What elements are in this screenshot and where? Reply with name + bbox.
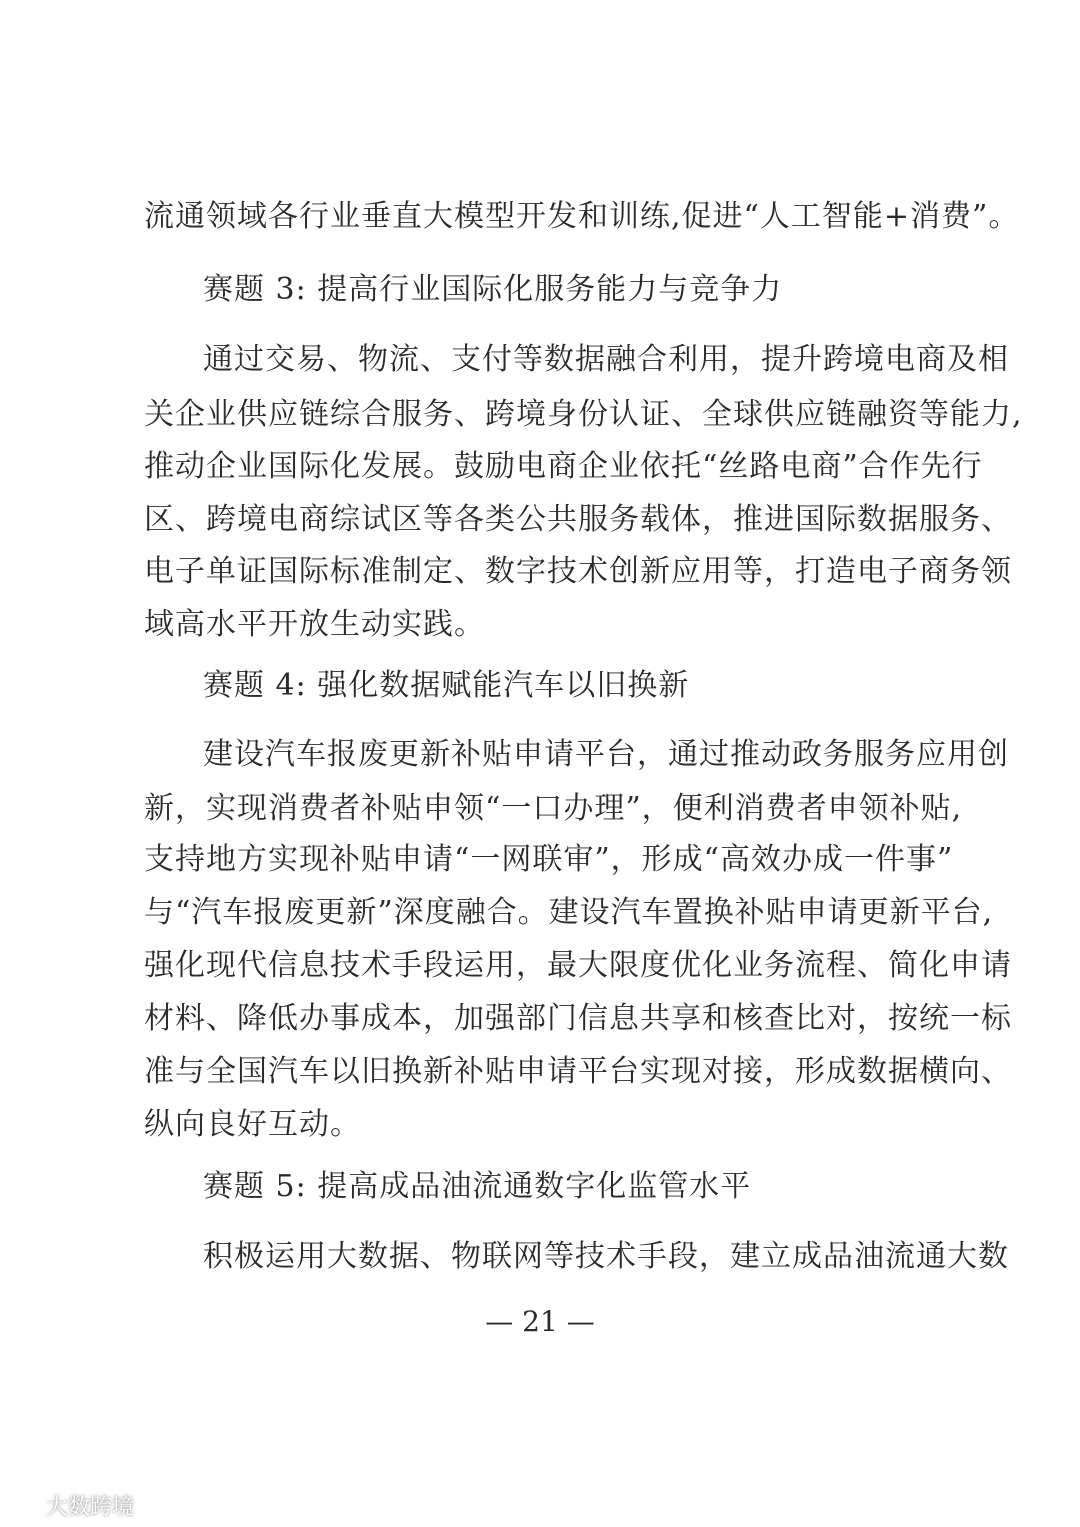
text-line: 域高水平开放生动实践。 xyxy=(144,607,485,642)
text-line: 材料、降低办事成本，加强部门信息共享和核查比对，按统一标 xyxy=(144,1001,1012,1036)
text-line: 准与全国汽车以旧换新补贴申请平台实现对接，形成数据横向、 xyxy=(144,1054,1012,1089)
page-number: — 21 — xyxy=(485,1305,595,1338)
text-line: 纵向良好互动。 xyxy=(144,1107,361,1142)
section-heading-5: 赛题 5: 提高成品油流通数字化监管水平 xyxy=(203,1169,752,1204)
weibo-logo-icon xyxy=(6,1495,40,1517)
text-line: 积极运用大数据、物联网等技术手段，建立成品油流通大数 xyxy=(203,1239,1009,1274)
text-line: 强化现代信息技术手段运用，最大限度优化业务流程、简化申请 xyxy=(144,948,1012,983)
text-line: 流通领域各行业垂直大模型开发和训练,促进“人工智能+消费”。 xyxy=(144,199,1020,234)
watermark-text: 大数跨境 xyxy=(46,1495,135,1520)
text-line: 电子单证国际标准制定、数字技术创新应用等，打造电子商务领 xyxy=(144,554,1012,589)
text-line: 支持地方实现补贴申请“一网联审”，形成“高效办成一件事” xyxy=(144,842,954,877)
section-heading-3: 赛题 3: 提高行业国际化服务能力与竞争力 xyxy=(203,272,783,307)
text-line: 推动企业国际化发展。鼓励电商企业依托“丝路电商”合作先行 xyxy=(144,449,983,484)
text-line: 关企业供应链综合服务、跨境身份认证、全球供应链融资等能力, xyxy=(144,397,1023,432)
text-line: 区、跨境电商综试区等各类公共服务载体，推进国际数据服务、 xyxy=(144,502,1012,537)
text-line: 通过交易、物流、支付等数据融合利用，提升跨境电商及相 xyxy=(203,342,1009,377)
section-heading-4: 赛题 4: 强化数据赋能汽车以旧换新 xyxy=(203,668,690,703)
text-line: 建设汽车报废更新补贴申请平台，通过推动政务服务应用创 xyxy=(203,737,1009,772)
text-line: 与“汽车报废更新”深度融合。建设汽车置换补贴申请更新平台, xyxy=(144,895,994,930)
watermark xyxy=(6,1490,134,1521)
text-line: 新，实现消费者补贴申领“一口办理”，便利消费者申领补贴, xyxy=(144,791,963,826)
